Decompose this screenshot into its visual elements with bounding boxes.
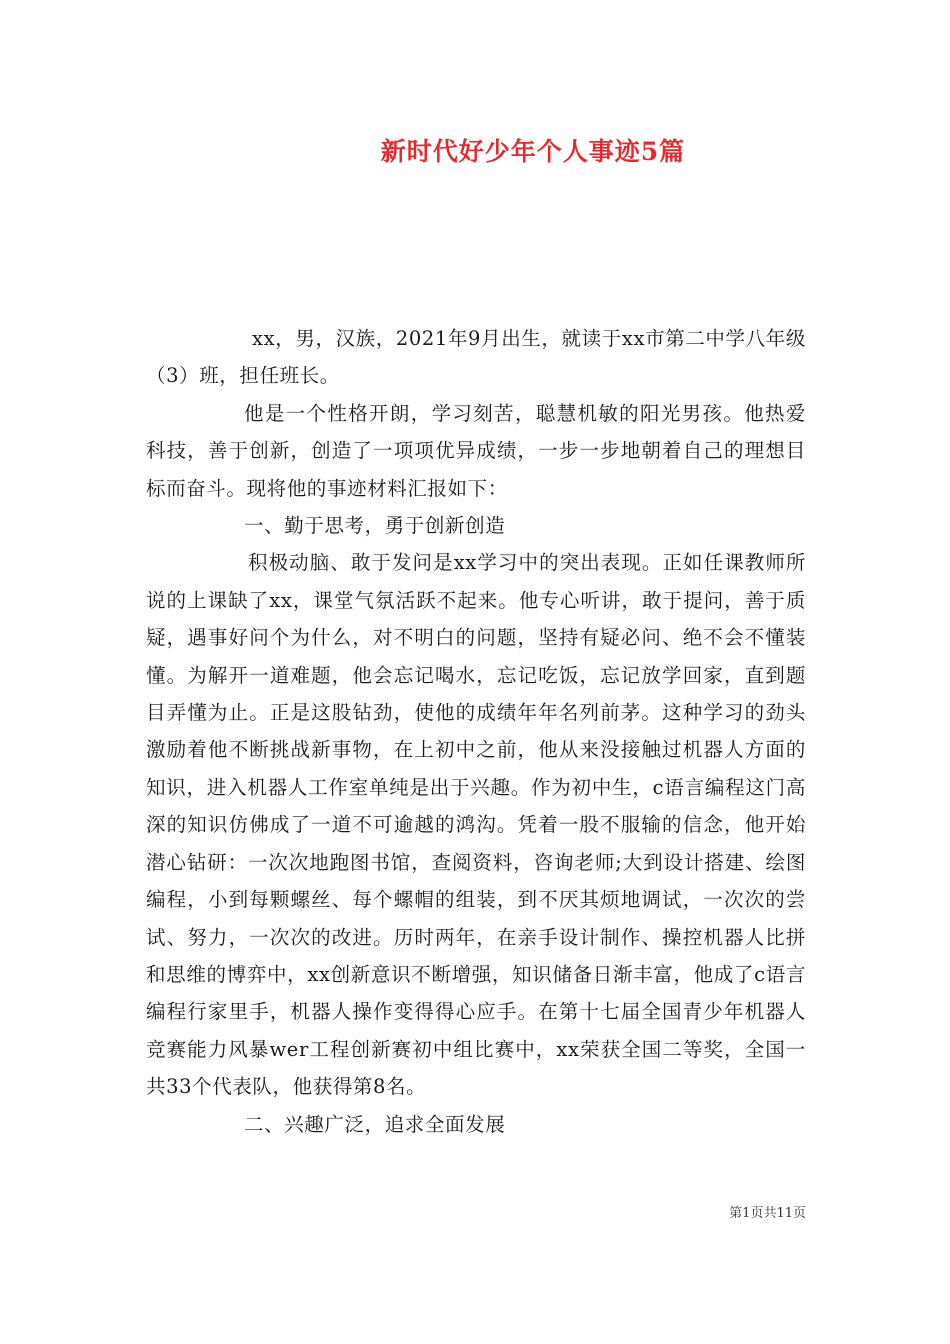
paragraph-intro: xx，男，汉族，2021年9月出生，就读于xx市第二中学八年级（3）班，担任班长。 [146, 327, 806, 388]
paragraph-summary: 他是一个性格开朗，学习刻苦，聪慧机敏的阳光男孩。他热爱科技，善于创新，创造了一项项优异成绩，一步一步地朝着自己的理想目标而奋斗。现将他的事迹材料汇报如下： [146, 401, 806, 500]
document-body [146, 320, 806, 1143]
page-number: 第1页共11页 [729, 1206, 806, 1221]
document-title: 新时代好少年个人事迹5篇 [380, 137, 686, 166]
section-heading-2: 二、兴趣广泛，追求全面发展 [244, 1112, 506, 1136]
section-heading-1: 一、勤于思考，勇于创新创造 [244, 514, 506, 538]
paragraph-section-1: 积极动脑、敢于发问是xx学习中的突出表现。正如任课教师所说的上课缺了xx，课堂气氛活跃不起来。他专心听讲，敢于提问，善于质疑，遇事好问个为什么，对不明白的问题，坚持有疑必问、绝不会不懂装懂。为解开一道难题，他会忘记喝水，忘记吃饭，忘记放学回家，直到题目弄懂为止。正是这股钻劲，使他的成绩年年名列前茅。这种学习的劲头激励着他不断挑战新事物，在上初中之前，他从来没接触过机器人方面的知识，进入机器人工作室单纯是出于兴趣。作为初中生，c语言编程这门高深的知识仿佛成了一道不可逾越的鸿沟。凭着一股不服输的信念，他开始潜心钻研：一次次地跑图书馆，查阅资料，咨询老师;大到设计搭建、绘图编程，小到每颗螺丝、每个螺帽的组装，到不厌其烦地调试，一次次的尝试、努力，一次次的改进。历时两年，在亲手设计制作、操控机器人比拼和思维的博弈中，xx创新意识不断增强，知识储备日渐丰富，他成了c语言编程行家里手，机器人操作变得得心应手。在第十七届全国青少年机器人竞赛能力风暴wer工程创新赛初中组比赛中，xx荣获全国二等奖，全国一共33个代表队，他获得第8名。 [146, 551, 806, 1099]
